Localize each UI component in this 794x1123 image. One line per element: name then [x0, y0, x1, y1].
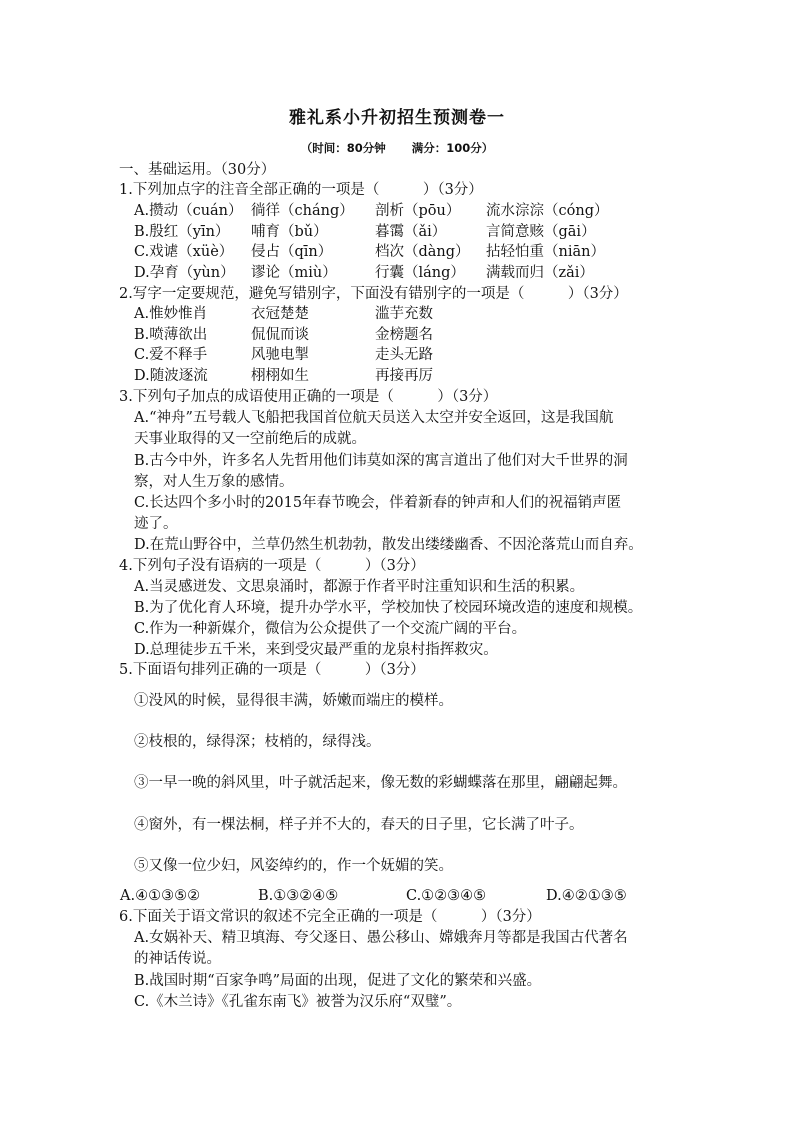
- option-cell: 侵占（qīn）: [251, 244, 333, 260]
- option-cell: 衣冠楚楚: [251, 306, 309, 322]
- exam-info: [0, 140, 794, 156]
- question-5-answers: [120, 886, 627, 906]
- question-4-line: D.总理徒步五千米，来到受灾最严重的龙泉村指挥救灾。: [134, 642, 498, 658]
- sentence-item: ⑤又像一位少妇，风姿绰约的，作一个妩媚的笑。: [134, 858, 453, 874]
- option-cell: 滥芋充数: [375, 306, 433, 322]
- option-row: [134, 345, 433, 366]
- question-3-line: D.在荒山野谷中，兰草仍然生机勃勃，散发出缕缕幽香、不因沦落荒山而自弃。: [134, 537, 643, 553]
- option-cell: B.殷红（yīn）: [134, 223, 230, 240]
- question-3-line: 迹了。: [134, 516, 178, 532]
- question-6-line: C.《木兰诗》《孔雀东南飞》被誉为汉乐府“双璧”。: [134, 994, 462, 1010]
- option-row: [134, 366, 433, 387]
- question-2-stem: 2.写字一定要规范，避免写错别字，下面没有错别字的一项是（ ）（3分）: [119, 286, 628, 302]
- option-row: [134, 242, 608, 263]
- question-3-line: C.长达四个多小时的2015年春节晚会，伴着新春的钟声和人们的祝福销声匿: [134, 495, 622, 511]
- question-4-line: B.为了优化育人环境，提升办学水平，学校加快了校园环境改造的速度和规模。: [134, 600, 643, 616]
- option-cell: 满载而归（zǎi）: [486, 264, 594, 281]
- option-cell: 风驰电掣: [251, 347, 309, 363]
- option-cell: D.随波逐流: [134, 367, 208, 384]
- question-1-options: [134, 201, 608, 283]
- question-3-line: 察，对人生万象的感情。: [134, 474, 294, 490]
- option-cell: 行囊（láng）: [375, 264, 465, 281]
- option-cell: 拈轻怕重（niān）: [486, 244, 605, 260]
- question-3-line: 天事业取得的又一空前绝后的成就。: [134, 431, 366, 447]
- question-1-stem: 1.下列加点字的注音全部正确的一项是（ ）（3分）: [119, 182, 483, 198]
- option-cell: B.喷薄欲出: [134, 326, 208, 343]
- option-cell: D.孕育（yùn）: [134, 264, 235, 281]
- option-cell: A.攒动（cuán）: [134, 203, 243, 219]
- question-4-stem: 4.下列句子没有语病的一项是（ ）（3分）: [119, 558, 425, 574]
- sentence-item: ③一早一晚的斜风里，叶子就活起来，像无数的彩蝴蝶落在那里，翩翩起舞。: [134, 775, 627, 791]
- question-3-line: A.“神舟”五号载人飞船把我国首位航天员送入太空并安全返回，这是我国航: [134, 410, 614, 426]
- question-4-line: A.当灵感迸发、文思泉涌时，都源于作者平时注重知识和生活的积累。: [134, 579, 585, 595]
- option-row: [134, 222, 608, 243]
- option-cell: 剖析（pōu）: [375, 203, 461, 219]
- option-cell: 再接再厉: [375, 367, 433, 384]
- option-cell: 言简意赅（gāi）: [486, 223, 596, 240]
- question-6-line: 的神话传说。: [134, 951, 221, 967]
- question-3-line: B.古今中外，许多名人先哲用他们讳莫如深的寓言道出了他们对大千世界的洞: [134, 453, 628, 469]
- sentence-item: ②枝根的，绿得深；枝梢的，绿得浅。: [134, 734, 381, 750]
- answer-option: A.④①③⑤②: [120, 888, 201, 904]
- option-cell: 栩栩如生: [251, 367, 309, 384]
- sentence-item: ①没风的时候，显得很丰满，娇嫩而端庄的模样。: [134, 693, 453, 709]
- sentence-item: ④窗外，有一棵法桐，样子并不大的，春天的日子里，它长满了叶子。: [134, 817, 584, 833]
- question-4-line: C.作为一种新媒介，微信为公众提供了一个交流广阔的平台。: [134, 621, 527, 637]
- answer-option: B.①③②④⑤: [258, 888, 339, 904]
- option-cell: 徜徉（cháng）: [251, 203, 354, 219]
- option-row: [134, 201, 608, 222]
- option-cell: 金榜题名: [375, 326, 433, 343]
- question-6-stem: 6.下面关于语文常识的叙述不完全正确的一项是（ ）（3分）: [119, 909, 541, 925]
- section-heading: 一、基础运用。（30分）: [119, 162, 276, 178]
- question-5-stem: 5.下面语句排列正确的一项是（ ）（3分）: [119, 662, 425, 678]
- question-2-options: [134, 304, 433, 386]
- question-6-line: A.女娲补天、精卫填海、夸父逐日、愚公移山、嫦娥奔月等都是我国古代著名: [134, 930, 628, 946]
- option-row: [134, 263, 608, 284]
- option-cell: 走头无路: [375, 347, 433, 363]
- exam-time: （时间：80分钟: [300, 141, 386, 155]
- answer-option: C.①②③④⑤: [406, 888, 487, 904]
- option-row: [134, 304, 433, 325]
- option-cell: 暮霭（ǎi）: [375, 223, 447, 240]
- question-3-stem: 3.下列句子加点的成语使用正确的一项是（ ）（3分）: [119, 389, 498, 405]
- option-row: [134, 325, 433, 346]
- option-cell: 侃侃而谈: [251, 326, 309, 343]
- option-cell: 谬论（miù）: [251, 264, 337, 281]
- option-cell: 哺育（bǔ）: [251, 223, 328, 240]
- option-cell: C.戏谑（xüè）: [134, 244, 234, 260]
- exam-score: 满分：100分）: [411, 141, 494, 155]
- question-6-line: B.战国时期“百家争鸣”局面的出现，促进了文化的繁荣和兴盛。: [134, 973, 542, 989]
- option-cell: C.爱不释手: [134, 347, 208, 363]
- answer-option: D.④②①③⑤: [546, 888, 627, 904]
- option-cell: A.惟妙惟肖: [134, 306, 208, 322]
- option-cell: 档次（dàng）: [375, 244, 470, 260]
- option-cell: 流水淙淙（cóng）: [486, 203, 609, 219]
- page-title: 雅礼系小升初招生预测卷一: [289, 108, 505, 128]
